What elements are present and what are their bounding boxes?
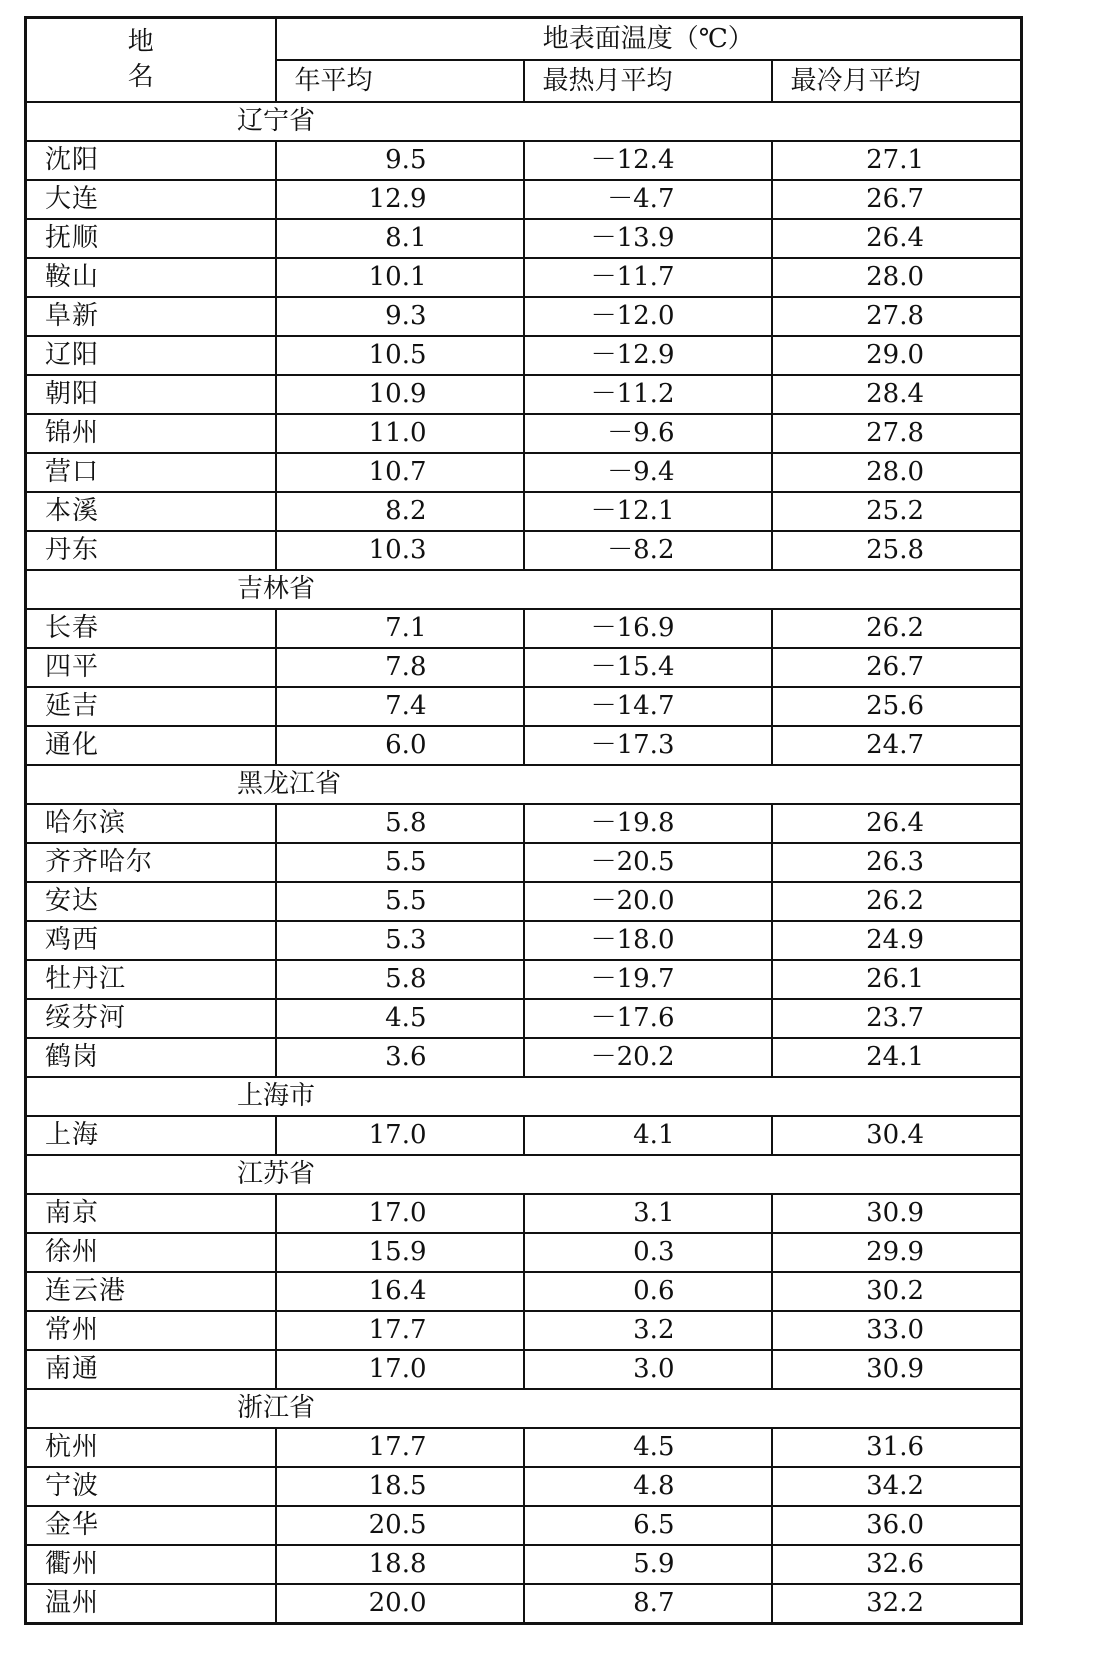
table-body (26, 102, 1022, 1624)
temperature-table-sheet (24, 16, 1020, 1625)
province-row (26, 1389, 1022, 1428)
table-row (26, 258, 1022, 297)
city-name-cell: 常州 (26, 1311, 276, 1350)
annual-average-cell: 10.9 (276, 375, 524, 414)
city-name-cell: 大连 (26, 180, 276, 219)
hottest-month-average-cell: －12.1 (524, 492, 772, 531)
annual-average-cell: 17.0 (276, 1194, 524, 1233)
coldest-month-average-cell: 24.9 (772, 921, 1022, 960)
city-name-cell: 绥芬河 (26, 999, 276, 1038)
province-label: 上海市 (26, 1077, 1022, 1116)
annual-average-cell: 10.1 (276, 258, 524, 297)
table-row (26, 297, 1022, 336)
city-name-cell: 延吉 (26, 687, 276, 726)
hottest-month-average-cell: －18.0 (524, 921, 772, 960)
coldest-month-average-cell: 30.4 (772, 1116, 1022, 1155)
hottest-month-average-cell: 3.2 (524, 1311, 772, 1350)
coldest-month-average-cell: 30.9 (772, 1350, 1022, 1389)
city-name-cell: 鸡西 (26, 921, 276, 960)
table-row (26, 1584, 1022, 1624)
hottest-month-average-cell: －12.0 (524, 297, 772, 336)
annual-average-cell: 6.0 (276, 726, 524, 765)
coldest-month-average-cell: 28.4 (772, 375, 1022, 414)
province-row (26, 765, 1022, 804)
coldest-month-average-cell: 26.1 (772, 960, 1022, 999)
coldest-month-average-cell: 26.3 (772, 843, 1022, 882)
city-name-cell: 丹东 (26, 531, 276, 570)
coldest-month-average-cell: 27.8 (772, 414, 1022, 453)
province-label: 辽宁省 (26, 102, 1022, 141)
table-row (26, 336, 1022, 375)
province-label: 黑龙江省 (26, 765, 1022, 804)
city-name-cell: 营口 (26, 453, 276, 492)
city-name-cell: 金华 (26, 1506, 276, 1545)
hottest-month-average-cell: －20.5 (524, 843, 772, 882)
hottest-month-average-cell: －16.9 (524, 609, 772, 648)
place-name-header: 地 名 (26, 18, 276, 103)
table-row (26, 453, 1022, 492)
city-name-cell: 本溪 (26, 492, 276, 531)
table-row (26, 726, 1022, 765)
coldest-month-average-cell: 26.7 (772, 180, 1022, 219)
province-label: 浙江省 (26, 1389, 1022, 1428)
coldest-month-average-cell: 26.7 (772, 648, 1022, 687)
province-row (26, 1077, 1022, 1116)
city-name-cell: 鞍山 (26, 258, 276, 297)
annual-average-cell: 5.3 (276, 921, 524, 960)
hottest-month-average-cell: －9.6 (524, 414, 772, 453)
annual-average-cell: 7.1 (276, 609, 524, 648)
coldest-month-average-cell: 27.1 (772, 141, 1022, 180)
hottest-month-average-cell: －19.7 (524, 960, 772, 999)
coldest-month-average-cell: 25.2 (772, 492, 1022, 531)
hottest-month-average-cell: －13.9 (524, 219, 772, 258)
province-label: 吉林省 (26, 570, 1022, 609)
province-row (26, 102, 1022, 141)
city-name-cell: 抚顺 (26, 219, 276, 258)
annual-average-cell: 10.3 (276, 531, 524, 570)
annual-average-cell: 9.5 (276, 141, 524, 180)
table-row (26, 219, 1022, 258)
table-row (26, 1350, 1022, 1389)
city-name-cell: 齐齐哈尔 (26, 843, 276, 882)
city-name-cell: 长春 (26, 609, 276, 648)
annual-average-cell: 9.3 (276, 297, 524, 336)
table-row (26, 414, 1022, 453)
hottest-month-average-cell: 4.1 (524, 1116, 772, 1155)
coldest-month-average-cell: 26.2 (772, 609, 1022, 648)
coldest-month-average-cell: 26.4 (772, 219, 1022, 258)
city-name-cell: 杭州 (26, 1428, 276, 1467)
annual-average-cell: 17.0 (276, 1350, 524, 1389)
city-name-cell: 安达 (26, 882, 276, 921)
table-row (26, 687, 1022, 726)
coldest-month-average-cell: 33.0 (772, 1311, 1022, 1350)
coldest-month-average-header: 最冷月平均 (772, 60, 1022, 102)
hottest-month-average-cell: －12.9 (524, 336, 772, 375)
hottest-month-average-cell: 0.6 (524, 1272, 772, 1311)
coldest-month-average-cell: 30.9 (772, 1194, 1022, 1233)
table-row (26, 843, 1022, 882)
table-row (26, 921, 1022, 960)
hottest-month-average-header: 最热月平均 (524, 60, 772, 102)
hottest-month-average-cell: －15.4 (524, 648, 772, 687)
table-row (26, 375, 1022, 414)
annual-average-cell: 20.5 (276, 1506, 524, 1545)
province-row (26, 1155, 1022, 1194)
coldest-month-average-cell: 24.7 (772, 726, 1022, 765)
city-name-cell: 沈阳 (26, 141, 276, 180)
city-name-cell: 辽阳 (26, 336, 276, 375)
annual-average-cell: 4.5 (276, 999, 524, 1038)
annual-average-cell: 5.5 (276, 882, 524, 921)
annual-average-cell: 17.7 (276, 1428, 524, 1467)
city-name-cell: 鹤岗 (26, 1038, 276, 1077)
city-name-cell: 牡丹江 (26, 960, 276, 999)
hottest-month-average-cell: 8.7 (524, 1584, 772, 1624)
table-row (26, 882, 1022, 921)
hottest-month-average-cell: －17.6 (524, 999, 772, 1038)
table-row (26, 609, 1022, 648)
annual-average-cell: 20.0 (276, 1584, 524, 1624)
annual-average-cell: 3.6 (276, 1038, 524, 1077)
surface-temperature-group-header: 地表面温度（℃） (276, 18, 1022, 61)
coldest-month-average-cell: 34.2 (772, 1467, 1022, 1506)
annual-average-cell: 7.4 (276, 687, 524, 726)
coldest-month-average-cell: 29.9 (772, 1233, 1022, 1272)
city-name-cell: 通化 (26, 726, 276, 765)
hottest-month-average-cell: －4.7 (524, 180, 772, 219)
hottest-month-average-cell: －20.2 (524, 1038, 772, 1077)
coldest-month-average-cell: 24.1 (772, 1038, 1022, 1077)
table-row (26, 1428, 1022, 1467)
hottest-month-average-cell: 5.9 (524, 1545, 772, 1584)
city-name-cell: 南京 (26, 1194, 276, 1233)
city-name-cell: 温州 (26, 1584, 276, 1624)
city-name-cell: 南通 (26, 1350, 276, 1389)
table-row (26, 999, 1022, 1038)
table-row (26, 1506, 1022, 1545)
annual-average-cell: 10.5 (276, 336, 524, 375)
city-name-cell: 衢州 (26, 1545, 276, 1584)
city-name-cell: 哈尔滨 (26, 804, 276, 843)
hottest-month-average-cell: 3.0 (524, 1350, 772, 1389)
coldest-month-average-cell: 28.0 (772, 453, 1022, 492)
hottest-month-average-cell: －8.2 (524, 531, 772, 570)
annual-average-cell: 8.1 (276, 219, 524, 258)
coldest-month-average-cell: 25.6 (772, 687, 1022, 726)
coldest-month-average-cell: 27.8 (772, 297, 1022, 336)
hottest-month-average-cell: －17.3 (524, 726, 772, 765)
table-row (26, 960, 1022, 999)
annual-average-cell: 18.5 (276, 1467, 524, 1506)
hottest-month-average-cell: 6.5 (524, 1506, 772, 1545)
table-row (26, 1272, 1022, 1311)
table-row (26, 1545, 1022, 1584)
annual-average-cell: 5.8 (276, 804, 524, 843)
coldest-month-average-cell: 36.0 (772, 1506, 1022, 1545)
hottest-month-average-cell: －9.4 (524, 453, 772, 492)
coldest-month-average-cell: 29.0 (772, 336, 1022, 375)
coldest-month-average-cell: 32.2 (772, 1584, 1022, 1624)
annual-average-cell: 12.9 (276, 180, 524, 219)
city-name-cell: 上海 (26, 1116, 276, 1155)
city-name-cell: 朝阳 (26, 375, 276, 414)
coldest-month-average-cell: 26.4 (772, 804, 1022, 843)
hottest-month-average-cell: 3.1 (524, 1194, 772, 1233)
coldest-month-average-cell: 23.7 (772, 999, 1022, 1038)
table-row (26, 1194, 1022, 1233)
table-row (26, 180, 1022, 219)
hottest-month-average-cell: －11.7 (524, 258, 772, 297)
hottest-month-average-cell: －12.4 (524, 141, 772, 180)
annual-average-cell: 15.9 (276, 1233, 524, 1272)
annual-average-cell: 17.7 (276, 1311, 524, 1350)
table-row (26, 492, 1022, 531)
coldest-month-average-cell: 32.6 (772, 1545, 1022, 1584)
table-row (26, 1467, 1022, 1506)
province-label: 江苏省 (26, 1155, 1022, 1194)
table-header (26, 18, 1022, 103)
annual-average-cell: 7.8 (276, 648, 524, 687)
table-row (26, 1233, 1022, 1272)
table-row (26, 1038, 1022, 1077)
coldest-month-average-cell: 26.2 (772, 882, 1022, 921)
coldest-month-average-cell: 30.2 (772, 1272, 1022, 1311)
table-row (26, 1116, 1022, 1155)
annual-average-cell: 8.2 (276, 492, 524, 531)
annual-average-cell: 5.5 (276, 843, 524, 882)
annual-average-cell: 10.7 (276, 453, 524, 492)
hottest-month-average-cell: 4.5 (524, 1428, 772, 1467)
annual-average-cell: 11.0 (276, 414, 524, 453)
surface-temperature-table (24, 16, 1023, 1625)
table-row (26, 648, 1022, 687)
table-row (26, 804, 1022, 843)
annual-average-cell: 5.8 (276, 960, 524, 999)
hottest-month-average-cell: 4.8 (524, 1467, 772, 1506)
coldest-month-average-cell: 25.8 (772, 531, 1022, 570)
city-name-cell: 阜新 (26, 297, 276, 336)
annual-average-header: 年平均 (276, 60, 524, 102)
hottest-month-average-cell: －20.0 (524, 882, 772, 921)
table-row (26, 141, 1022, 180)
city-name-cell: 徐州 (26, 1233, 276, 1272)
annual-average-cell: 18.8 (276, 1545, 524, 1584)
hottest-month-average-cell: 0.3 (524, 1233, 772, 1272)
table-row (26, 531, 1022, 570)
hottest-month-average-cell: －14.7 (524, 687, 772, 726)
coldest-month-average-cell: 28.0 (772, 258, 1022, 297)
coldest-month-average-cell: 31.6 (772, 1428, 1022, 1467)
city-name-cell: 宁波 (26, 1467, 276, 1506)
city-name-cell: 四平 (26, 648, 276, 687)
annual-average-cell: 16.4 (276, 1272, 524, 1311)
hottest-month-average-cell: －11.2 (524, 375, 772, 414)
province-row (26, 570, 1022, 609)
city-name-cell: 锦州 (26, 414, 276, 453)
city-name-cell: 连云港 (26, 1272, 276, 1311)
hottest-month-average-cell: －19.8 (524, 804, 772, 843)
table-row (26, 1311, 1022, 1350)
annual-average-cell: 17.0 (276, 1116, 524, 1155)
